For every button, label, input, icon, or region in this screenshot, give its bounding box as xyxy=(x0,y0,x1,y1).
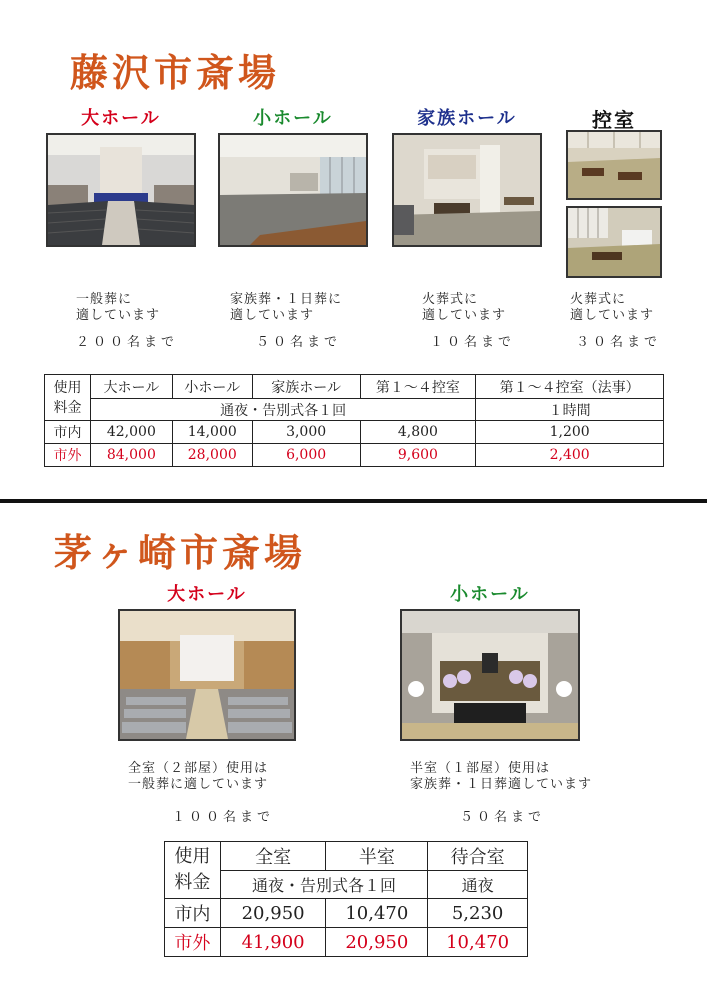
fujisawa-waiting-room-photo-2 xyxy=(566,206,662,278)
fujisawa-table-corner: 使用 料金 xyxy=(45,375,91,421)
table-row xyxy=(165,928,528,957)
chigasaki-title: 茅ヶ崎市斎場 xyxy=(54,530,307,575)
chigasaki-hall-label-large: 大ホール xyxy=(167,584,247,605)
fujisawa-large-hall-capacity: ２００名まで xyxy=(76,335,179,350)
chigasaki-col-header: 待合室 xyxy=(428,842,528,871)
table-cell: 14,000 xyxy=(172,421,252,444)
table-cell: 1,200 xyxy=(476,421,664,444)
fujisawa-hall-label-small: 小ホール xyxy=(253,108,333,129)
fujisawa-family-hall-capacity: １０名まで xyxy=(430,335,516,350)
row-label: 市内 xyxy=(45,421,91,444)
chigasaki-table-corner: 使用 料金 xyxy=(165,842,221,899)
table-cell: 20,950 xyxy=(326,928,428,957)
table-cell: 20,950 xyxy=(220,899,326,928)
fujisawa-col-header: 第１～４控室（法事） xyxy=(476,375,664,399)
fujisawa-small-hall-capacity: ５０名まで xyxy=(256,335,342,350)
table-cell: 5,230 xyxy=(428,899,528,928)
fujisawa-waiting-room-capacity: ３０名まで xyxy=(576,335,662,350)
fujisawa-hall-label-waiting: 控室 xyxy=(592,108,636,132)
table-cell: 41,900 xyxy=(220,928,326,957)
fujisawa-col-header: 小ホール xyxy=(172,375,252,399)
chigasaki-large-hall-photo xyxy=(118,609,296,741)
table-cell: 28,000 xyxy=(172,444,252,467)
table-cell: 84,000 xyxy=(90,444,172,467)
table-row xyxy=(45,421,664,444)
table-cell: 42,000 xyxy=(90,421,172,444)
fujisawa-family-hall-photo xyxy=(392,133,542,247)
fujisawa-title: 藤沢市斎場 xyxy=(70,50,281,95)
chigasaki-small-hall-photo xyxy=(400,609,580,741)
fujisawa-col-header: 第１～４控室 xyxy=(360,375,476,399)
fujisawa-sub-header: １時間 xyxy=(476,399,664,421)
table-cell: 10,470 xyxy=(428,928,528,957)
table-row xyxy=(45,444,664,467)
fujisawa-waiting-room-desc: 火葬式に 適しています xyxy=(570,292,655,323)
table-row xyxy=(165,899,528,928)
chigasaki-col-header: 半室 xyxy=(326,842,428,871)
table-cell: 2,400 xyxy=(476,444,664,467)
chigasaki-small-hall-desc: 半室（１部屋）使用は 家族葬・１日葬適しています xyxy=(410,761,593,792)
fujisawa-fee-table xyxy=(44,374,664,467)
table-cell: 4,800 xyxy=(360,421,476,444)
table-cell: 3,000 xyxy=(252,421,360,444)
row-label: 市内 xyxy=(165,899,221,928)
chigasaki-sub-header: 通夜 xyxy=(428,871,528,899)
chigasaki-fee-table xyxy=(164,841,528,957)
fujisawa-hall-label-large: 大ホール xyxy=(81,108,161,129)
chigasaki-large-hall-desc: 全室（２部屋）使用は 一般葬に適しています xyxy=(128,761,269,792)
table-cell: 6,000 xyxy=(252,444,360,467)
chigasaki-sub-header: 通夜・告別式各１回 xyxy=(220,871,427,899)
fujisawa-family-hall-desc: 火葬式に 適しています xyxy=(422,292,507,323)
row-label: 市外 xyxy=(45,444,91,467)
fujisawa-large-hall-desc: 一般葬に 適しています xyxy=(76,292,161,323)
chigasaki-hall-label-small: 小ホール xyxy=(450,584,530,605)
fujisawa-small-hall-photo xyxy=(218,133,368,247)
fujisawa-col-header: 家族ホール xyxy=(252,375,360,399)
chigasaki-small-hall-capacity: ５０名まで xyxy=(460,810,546,825)
fujisawa-col-header: 大ホール xyxy=(90,375,172,399)
fujisawa-small-hall-desc: 家族葬・１日葬に 適しています xyxy=(230,292,343,323)
table-cell: 9,600 xyxy=(360,444,476,467)
chigasaki-large-hall-capacity: １００名まで xyxy=(172,810,275,825)
fujisawa-sub-header: 通夜・告別式各１回 xyxy=(90,399,475,421)
section-divider xyxy=(0,499,707,503)
row-label: 市外 xyxy=(165,928,221,957)
fujisawa-large-hall-photo xyxy=(46,133,196,247)
fujisawa-waiting-room-photo-1 xyxy=(566,130,662,200)
fujisawa-hall-label-family: 家族ホール xyxy=(417,108,517,129)
chigasaki-col-header: 全室 xyxy=(220,842,326,871)
table-cell: 10,470 xyxy=(326,899,428,928)
